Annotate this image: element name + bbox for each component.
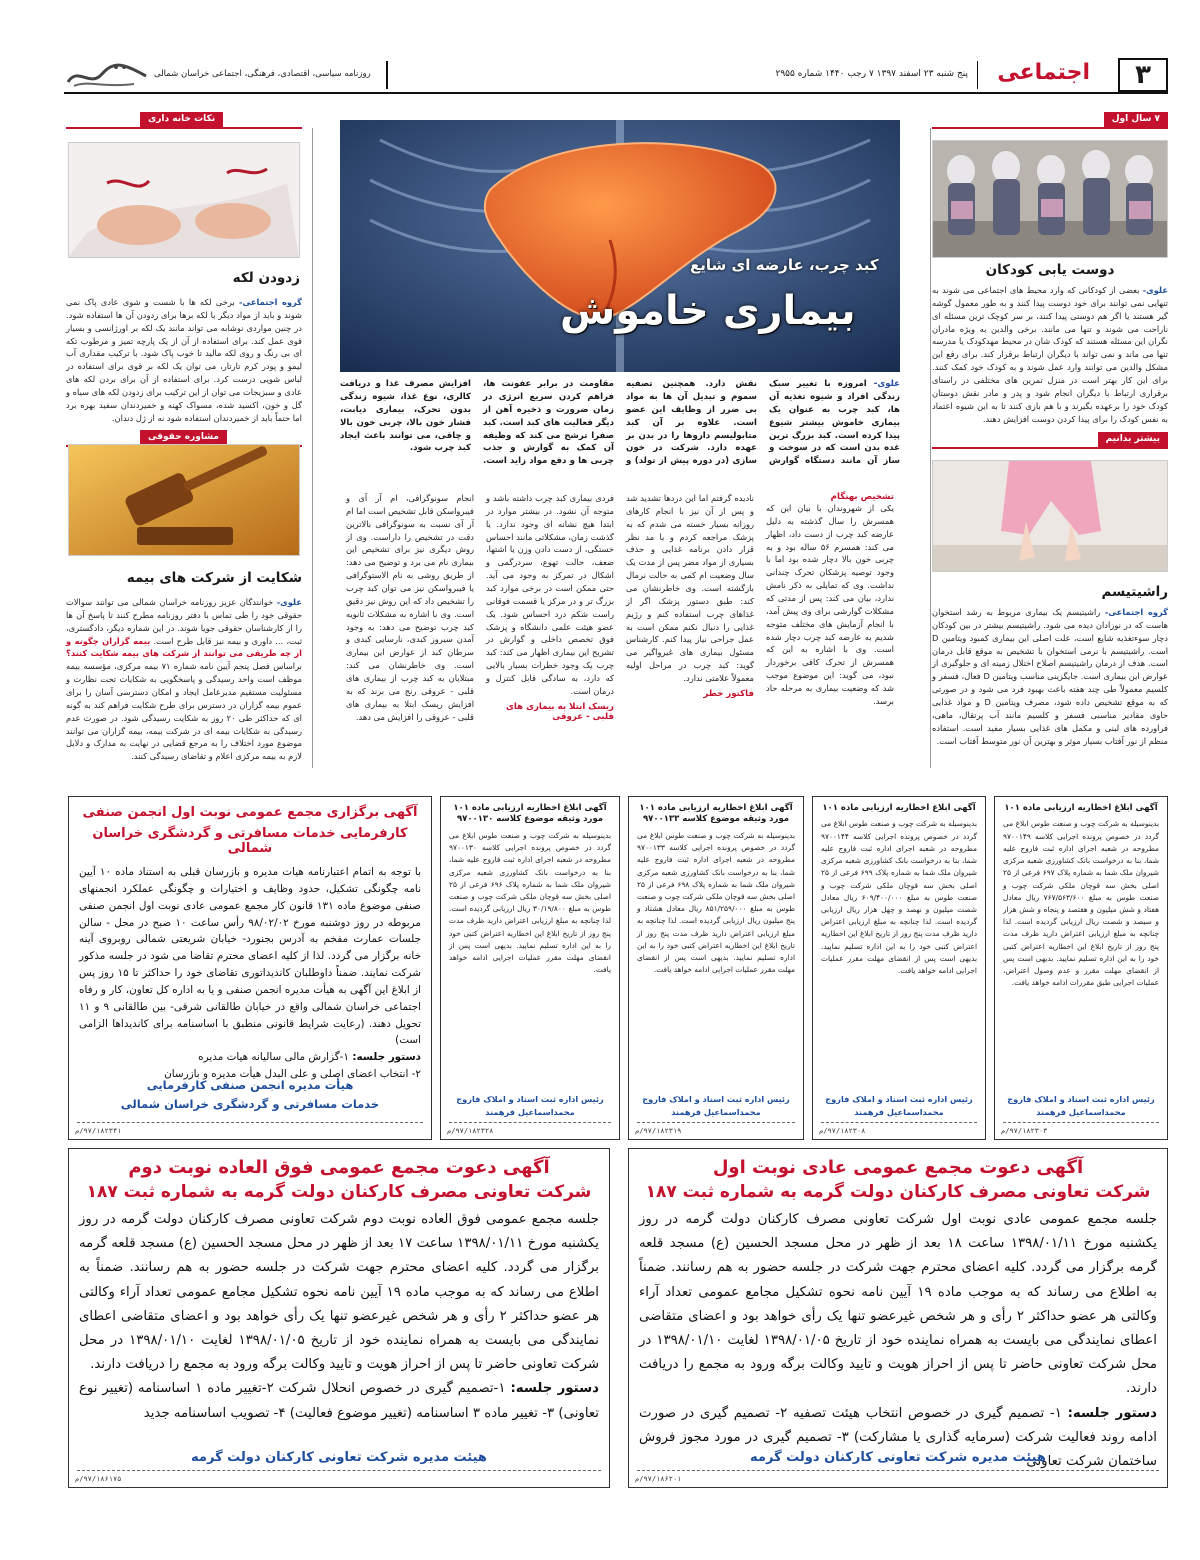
tag-legal-advice: مشاوره حقوقی [140,430,227,445]
story-title-insurance: شکایت از شرکت های بیمه [126,570,302,586]
ad-notice-3: آگهی ابلاغ اخطاریه ارزیابی ماده ۱۰۱ مورد وثیقه موضوع کلاسه ۹۷۰۰۱۳۳ بدینوسیله به شرکت چوب و صنعت طوس ابلاغ می گردد در خصوص پرونده اجرایی کلاسه ۹۷۰۰۱۳۳ مطروحه در شعبه اجرای اداره ثبت فاروج علیه شما، بنا به درخواست بانک کشاورزی شعبه مرکزی شیروان ملک شما به شماره پلاک ۶۹۸ فرعی از ۲۵ اصلی بخش سه قوچان ملکی شرکت چوب و صنعت طوس به مبلغ ۸۵۱/۲۵۹/۰۰۰ ریال معادل هشتاد و پنج میلیون ریال ارزیابی گردیده است. لذا چنانچه به مبلغ ارزیابی اعتراض دارید ظرف مدت پنج روز از تاریخ ابلاغ این اخطاریه اعتراض کتبی خود را به این اداره تسلیم نمایید. بدیهی است پس از انقضای مهلت مقرر عملیات اجرایی ادامه خواهد یافت. رئیس اداره ثبت اسناد و املاک فاروج محمداسماعیل فرهمند ۹۷/۱۸۲۳۱۹/م [628,796,804,1140]
masthead-divider [977,61,979,89]
feature-col-4-body: انجام سونوگرافی، ام آر آی و فیبرواسکن قابل تشخیص است اما ام آر آی نسبت به سونوگرافی بالاترین دقت در تشخیص را داراست. وی از روش دیگری نیز برای تشخیص این بیماری نام می برد و توضیح می دهد: از طریق روشی به نام الاستوگرافی یا فیبرواسکن نیز می توان کبد چرب را تشخیص داد که این روش نیز دقیق است. وی با اشاره به مشکلات ثانویه کبد چرب توضیح می دهد: به وجود آمدن سیروز کبدی، نارسایی کبدی و سرطان کبد از عوارض این بیماری است. وی خاطرنشان می کند: مبتلایان به کبد چرب از بیماری های قلبی - عروقی رنج می برند که به افزایش ریسک ابتلا به بیماری های قلبی - عروقی را افزایش می دهد. [346,493,474,722]
page-number: ۳ [1118,58,1168,92]
feature-col-4 [346,492,474,723]
feature-lead: علوی- امروزه با تغییر سبک زندگی افراد و شیوه تغذیه آن ها، کبد چرب به عنوان یک بیماری خاموش بیشتر شیوع پیدا کرده است. کبد بزرگ ترین غده بدن است که در سوخت و ساز آن مانند دستگاه گوارش نقش دارد. همچنین تصفیه سموم و تبدیل آن ها به مواد بی ضرر از وظایف این عضو است. علاوه بر آن کبد متابولیسم داروها را در بدن بر عهده دارد. شرکت در خون سازی (در دوره پیش از تولد) و مقاومت در برابر عفونت ها، فراهم کردن سریع انرژی در زمان ضرورت و ذخیره آهن از دیگر فعالیت های کبد است. کبد صفرا ترشح می کند که وظیفه آن کمک به گوارش و جذب چربی ها و دفع مواد زاید است. افزایش مصرف غذا و دریافت کالری، نوع غذا، شیوه زندگی بدون تحرک، بیماری دیابت، فشار خون بالا، چربی خون بالا و چاقی، می توانند باعث ایجاد کبد چرب شود. [340,379,900,467]
newspaper-logo [64,58,150,92]
column-divider [930,128,931,768]
subhead-early-diagnosis: تشخیص بهنگام [830,492,894,502]
left-col-rule [66,127,302,129]
story-body-stain: گروه اجتماعی- برخی لکه ها با شست و شوی عادی پاک نمی شوند و باید از مواد دیگر با لکه برها برای زدودن آن ها استفاده شود. در چنین مواردی نوشابه می تواند مانند یک لکه بر اورژانسی و بسیار قوی عمل کند. برای استفاده از آن از یک پارچه تمیز و مرطوب تکه ای بی رنگ و روی لکه مالید تا خوب پاک شود. با ترکیب مقداری آب لیمو و پودر کرم تارتار، می توان یک لکه بر قوی برای استفاده در لباس شویی درست کرد. برای استفاده از آن برای بردن لکه های عادی و سبزیجات می توان از این ترکیب برای زدودن لکه های سیاه و گل و خون، اکسید شده، مسواک کهنه و خمیردندان سفید بهره برد اما حتماً باید از خمیردندان استفاده شود نه از ژل دندان. [66,297,302,423]
story-body-rickets: گروه اجتماعی- راشیتیسم یک بیماری مربوط به رشد استخوان هاست که در نوزادان دیده می شود. راشیتیسم بیشتر در بین کودکان دچار سوءتغذیه شایع است، علت اصلی این بیماری کمبود ویتامین D است. راشیتیسم با نرمی استخوان با تشخیص به موقع قابل درمان است. هدف از درمان راشیتیسم اصلاح اختلال زمینه ای و جلوگیری از عوارض این بیماری است. جایگزینی مناسب ویتامین D فعال، فسفر و کلسیم معمولاً طی چند هفته باعث بهبود فرد می شود و در صورتی که به موقع تشخیص داده شود، مصرف ویتامین D و مواد غذایی حاوی مقادیر مناسبی فسفر و کلسیم مانند آب پرتقال، ماهی، فراورده های لبنی و مکمل های غذایی بسیار مفید است. استفاده منظم از نور آفتاب بسیار موثر و بهترین آن نور متوسط آفتاب است. [932,607,1169,746]
column-divider [312,128,313,768]
feature-col-2-body: نادیده گرفتم اما این دردها تشدید شد و پس از آن نیز با انجام کارهای روزانه بسیار خسته می شدم که به پزشک مراجعه کردم و با مد نظر قرار دادن برنامه غذایی و حذف بسیاری از مواد مضر پس از مدت یک سال وضعیت ام کمی به حالت نرمال بازگشته است. وی خاطرنشان می کند: طبق دستور پزشک اگر از غذاهای چرب استفاده کنم و رژیم غذایی را دنبال نکنم ممکن است به عمل جراحی نیاز پیدا کنم. کارشناس مسئول بیماری های غیرواگیر می گوید: کبد چرب در مراحل اولیه معمولاً علامتی ندارد. [626,493,754,684]
story-title-friendship: دوست یابی کودکان [985,262,1115,278]
feature-col-3 [486,492,614,722]
right-col-rule [932,127,1168,129]
tag-first-seven-years: ۷ سال اول [1104,112,1168,127]
story-title-rickets: راشیتیسم [1101,584,1168,600]
section-title: اجتماعی [997,60,1090,85]
feature-col-2 [626,492,754,699]
stain-photo [68,142,300,258]
feature-col-1-body: یکی از شهروندان با بیان این که همسرش را سال گذشته به دلیل عارضه کبد چرب از دست داد، اظهار می کند: همسرم ۵۶ ساله بود و به چربی خون بالا دچار شده بود اما با وجود توصیه پزشکان تحرک چندانی نداشت. وی که تمایلی به ذکر نامش ندارد، بیان می کند: پس از مدتی که مشکلات گوارشی برای وی پیش آمد، با انجام آزمایش های مختلف متوجه شدیم به عارضه کبد چرب دچار شده است. وی با اشاره به این که همسرش از تحرک کافی برخوردار نبود، می گوید: این موضوع موجب شد که وضعیت بیماری به مرحله حاد برسد. [766,503,894,706]
toddler-feet-photo [932,460,1168,572]
tag-know-more: بیشتر بدانیم [1098,432,1168,447]
subhead-heart-risk: ریسک ابتلا به بیماری های قلبی - عروقی [506,701,614,722]
right-col-rule [932,447,1168,449]
masthead [64,58,1168,94]
ad-notice-1: آگهی ابلاغ اخطاریه ارزیابی ماده ۱۰۱ بدینوسیله به شرکت چوب و صنعت طوس ابلاغ می گردد در خصوص پرونده اجرایی کلاسه ۹۷۰۰۱۴۹ مطروحه در شعبه اجرای اداره ثبت فاروج علیه شما، بنا به درخواست بانک کشاورزی شعبه مرکزی شیروان ملک شما به شماره پلاک ۶۹۷ فرعی از ۲۵ اصلی بخش سه قوچان ملکی شرکت چوب و صنعت طوس به مبلغ ۷۶۷/۵۶۳/۶۰۰ ریال معادل هفتاد و شش میلیون و هفتصد و پنجاه و شش هزار و سیصد و شصت ریال ارزیابی گردیده است. لذا چنانچه به مبلغ ارزیابی اعتراض دارید ظرف مدت پنج روز از تاریخ ابلاغ این اخطاریه اعتراض کتبی خود را به این اداره تسلیم نمایید. بدیهی است پس از انقضای مهلت مقرر و عدم وصول اعتراض، عملیات اجرایی طبق مقررات ادامه خواهد یافت. رئیس اداره ثبت اسناد و املاک فاروج محمداسماعیل فرهمند ۹۷/۱۸۲۳۰۳/م [994,796,1168,1140]
story-body-insurance: علوی- خوانندگان عزیز روزنامه خراسان شمالی می توانند سوالات حقوقی خود را طی تماس با دفتر روزنامه مطرح کنند تا پاسخ آن ها را از کارشناسان حقوقی جویا شوند. در این شماره دیگر، دادگستری، ثبت، ... داوری و بیمه نیز قابل طرح است. بیمه گزاران چگونه و از چه طریقی می توانند از شرکت های بیمه شکایت کنند؟ براساس فصل پنجم آیین نامه شماره ۷۱ بیمه مرکزی، مؤسسه بیمه موظف است واحد رسیدگی و پاسخگویی به شکایات تحت نظارت و مسئولیت مستقیم مدیرعامل ایجاد و امکان دسترسی آسان را برای عموم بیمه گزاران در دسترس برای طرح شکایت فراهم کند به گونه ای که حداکثر طی ۲۰ روز به شکایت رسیدگی شود. در صورت عدم رسیدگی به شکایات بیمه ای در شرکت بیمه، بیمه گزاران می توانند موضوع مورد اختلاف را به مرجع قضایی در نهایت به مدارک و دلایل لازم به بیمه مرکزی اعلام و تقاضای رسیدگی کنند. [66,597,303,762]
masthead-divider [386,61,388,89]
liver-illustration [340,120,900,372]
story-title-stain: زدودن لکه [232,270,300,286]
ad-notice-4: آگهی ابلاغ اخطاریه ارزیابی ماده ۱۰۱ مورد وثیقه موضوع کلاسه ۹۷۰۰۱۳۰ بدینوسیله به شرکت چوب و صنعت طوس ابلاغ می گردد در خصوص پرونده اجرایی کلاسه ۹۷۰۰۱۳۰ مطروحه در شعبه اجرای اداره ثبت فاروج علیه شما، بنا به درخواست بانک کشاورزی شعبه مرکزی شیروان ملک شما به شماره پلاک ۶۹۶ فرعی از ۲۵ اصلی بخش سه قوچان ملکی شرکت چوب و صنعت طوس به مبلغ ۳۰/۱۹/۸۰۰ ریال ارزیابی گردیده است. لذا چنانچه به مبلغ ارزیابی اعتراض دارید ظرف مدت پنج روز از تاریخ ابلاغ این اخطاریه اعتراض کتبی خود را به این اداره تسلیم نمایید. بدیهی است پس از انقضای مهلت مقرر عملیات اجرایی ادامه خواهد یافت. رئیس اداره ثبت اسناد و املاک فاروج محمداسماعیل فرهمند ۹۷/۱۸۲۳۲۸/م [440,796,620,1140]
ad-coop-ordinary-meeting: آگهی دعوت مجمع عمومی عادی نوبت اول شرکت تعاونی مصرف کارکنان دولت گرمه به شماره ثبت ۱۸۷ جلسه مجمع عمومی عادی نوبت اول شرکت تعاونی مصرف کارکنان دولت گرمه در روز یکشنبه مورخ ۱۳۹۸/۰۱/۱۱ ساعت ۱۸ بعد از ظهر در محل مسجد الحسین (ع) مسجد قلعه گرمه برگزار می گردد. کلیه اعضای محترم جهت شرکت در جلسه حضور به هم رسانند. ضمناً به اطلاع می رساند که به موجب ماده ۱۹ آیین نامه نحوه تشکیل مجامع عمومی تعداد آراء وکالتی هر عضو حداکثر ۲ رأی و هر شخص غیرعضو تنها یک رأی خواهد بود و اعضای متقاضی اعطای نمایندگی می بایست به همراه نماینده خود از تاریخ ۱۳۹۸/۰۱/۰۵ لغایت ۱۳۹۸/۰۱/۱۰ در محل شرکت تعاونی حاضر تا پس از احراز هویت و تایید وکالت برگه ورود به مجمع را دریافت دارند. دستور جلسه: ۱- تصمیم گیری در خصوص انتخاب هیئت تصفیه ۲- تصمیم گیری در صورت ادامه روند فعالیت شرکت (سرمایه گذاری یا مشارکت) ۳- تصمیم گیری در مورد مجوز فروش ساختمان شرکت تعاونی هیئت مدیره شرکت تعاونی کارکنان دولت گرمه ۹۷/۱۸۶۲۰۱/م [628,1148,1168,1488]
feature-col-1 [766,492,894,708]
feature-col-3-body: فردی بیماری کبد چرب داشته باشد و متوجه آن نشود. در بیشتر موارد در ابتدا هیچ نشانه ای وجود ندارد. یا گذشت زمان، مشکلاتی مانند احساس خستگی، از دست دادن وزن یا اشتها، ضعف، حالت تهوع، سردرگمی و اشکال در تمرکز به وجود می آید. حتی ممکن است در برخی موارد کبد بزرگ تر و در مرکز یا قسمت فوقانی راست شکم درد احساس شود. یک عضو هیئت علمی دانشگاه و پزشک فوق تخصص داخلی و گوارش در تشریح این بیماری اظهار می کند: کبد چرب یک وجود خطرات بسیار بالایی که دارد، به سادگی قابل کنترل و درمان است. [486,493,614,696]
ad-coop-extraordinary-meeting: آگهی دعوت مجمع عمومی فوق العاده نوبت دوم شرکت تعاونی مصرف کارکنان دولت گرمه به شماره ثبت ۱۸۷ جلسه مجمع عمومی فوق العاده نوبت دوم شرکت تعاونی مصرف کارکنان دولت گرمه در روز یکشنبه مورخ ۱۳۹۸/۰۱/۱۱ ساعت ۱۷ بعد از ظهر در محل مسجد الحسین (ع) مسجد قلعه گرمه برگزار می گردد. کلیه اعضای محترم جهت شرکت در جلسه حضور به هم رسانند. ضمناً به اطلاع می رساند که به موجب ماده ۱۹ آیین نامه نحوه تشکیل مجامع عمومی تعداد آراء وکالتی هر عضو حداکثر ۲ رأی و هر شخص غیرعضو تنها یک رأی خواهد بود و اعضای متقاضی اعطای نمایندگی می بایست به همراه نماینده خود از تاریخ ۱۳۹۸/۰۱/۰۵ لغایت ۱۳۹۸/۰۱/۱۰ در محل شرکت تعاونی حاضر تا پس از احراز هویت و تایید وکالت برگه ورود به مجمع را دریافت دارند. دستور جلسه: ۱-تصمیم گیری در خصوص انحلال شرکت ۲-تغییر ماده ۱ اساسنامه (تغییر نوع تعاونی) ۳- تغییر ماده ۳ اساسنامه (تغییر موضوع فعالیت) ۴- تصویب اساسنامه جدید هیئت مدیره شرکت تعاونی کارکنان دولت گرمه ۹۷/۱۸۶۱۷۵/م [68,1148,610,1488]
feature-kicker: کبد چرب، عارضه ای شایع [690,256,879,274]
issue-date: پنج شنبه ۲۳ اسفند ۱۳۹۷ ۷ رجب ۱۴۴۰ شماره ۲۹۵۵ [775,69,968,79]
gavel-photo [68,444,300,556]
newspaper-tagline: روزنامه سیاسی، اقتصادی، فرهنگی، اجتماعی خراسان شمالی [154,69,371,79]
feature-headline: بیماری خاموش [560,288,856,334]
ad-notice-2: آگهی ابلاغ اخطاریه ارزیابی ماده ۱۰۱ بدینوسیله به شرکت چوب و صنعت طوس ابلاغ می گردد در خصوص پرونده اجرایی کلاسه ۹۷۰۰۱۴۴ مطروحه در شعبه اجرای اداره ثبت فاروج علیه شما، بنا به درخواست بانک کشاورزی شعبه مرکزی شیروان ملک شما به شماره پلاک ۶۹۹ فرعی از ۲۵ اصلی بخش سه قوچان ملکی شرکت چوب و صنعت طوس به مبلغ ۶۰۹/۴۰۰/۰۰۰ ریال معادل شصت میلیون و نهصد و چهل هزار ریال ارزیابی گردیده است. لذا چنانچه به مبلغ ارزیابی اعتراض دارید ظرف مدت پنج روز از تاریخ ابلاغ این اخطاریه اعتراض کتبی خود را به این اداره تسلیم نمایید. بدیهی است پس از انقضای مهلت مقرر عملیات اجرایی ادامه خواهد یافت. رئیس اداره ثبت اسناد و املاک فاروج محمداسماعیل فرهمند ۹۷/۱۸۲۳۰۸/م [812,796,986,1140]
children-photo [932,140,1168,258]
ad-association-meeting: آگهی برگزاری مجمع عمومی نوبت اول انجمن صنفی کارفرمایی خدمات مسافرتی و گردشگری خراسان شمالی با توجه به اتمام اعتبارنامه هیات مدیره و بازرسان قبلی به استناد ماده ۱۰ آیین نامه چگونگی تشکیل، حدود وظایف و اختیارات و چگونگی عملکرد انجمنهای صنفی موضوع ماده ۱۳۱ قانون کار مجمع عمومی عادی نوبت اول انجمن صنفی مربوطه در روز دوشنبه مورخ ۹۸/۰۲/۰۲ رأس ساعت ۱۰ صبح در محل - سالن جلسات عمارت مفخم به آدرس بجنورد- خیابان شریعتی شمالی روبروی آینه خانه برگزار می گردد. لذا از کلیه اعضای محترم تقاضا می شود در جلسه مذکور شرکت نمایند. ضمناً داوطلبان کاندیداتوری تقاضای خود را حداکثر تا ۱۵ روز پس از ابلاغ این آگهی به هیأت مدیره انجمن صنفی و یا به اداره کل تعاون، کار و رفاه اجتماعی خراسان شمالی واقع در خیابان طالقانی شرقی- بین طالقانی ۹ و ۱۱ تحویل دهند. (رعایت شرایط قانونی منطبق با اساسنامه برای کاندیداها الزامی است) دستور جلسه: ۱-گزارش مالی سالیانه هیات مدیره ۲- انتخاب اعضای اصلی و علی البدل هیأت مدیره و بازرسان هیأت مدیره انجمن صنفی کارفرمایی خدمات مسافرتی و گردشگری خراسان شمالی ۹۷/۱۸۲۳۴۱/م [68,796,432,1140]
story-body-friendship: علوی- بعضی از کودکانی که وارد محیط های اجتماعی می شوند به تنهایی نمی توانند برای خود دوست پیدا کنند و به طور معمول گوشه گیر هستند یا اگر هم دوستی پیدا کنند، بر سر کوچک ترین مسئله ای ناراحت می شوند و تنها می مانند. برخی والدین به ویژه مادران نگران این مسئله هستند که کودک شان در محیط مهدکودک یا مدرسه تنها می ماند و نمی تواند با دیگران ارتباط برقرار کند. برای رفع این مشکل والدین می توانند وارد عمل شوند و به کودک خود کمک کنند. برای این کار بهتر است در منزل تمرین های مختلفی در راستای برقراری ارتباط با دیگران انجام شود و پدر و مادر نقش دوستان کودک خود را برعهده بگیرند و با هم بازی کنند تا به این شیوه اعتماد به نفس کودک را برای پیدا کردن دوست افزایش دهند. [932,285,1168,424]
tag-housekeeping: نکات خانه داری [140,112,223,127]
subhead-risk-factor: فاکتور خطر [703,688,754,699]
